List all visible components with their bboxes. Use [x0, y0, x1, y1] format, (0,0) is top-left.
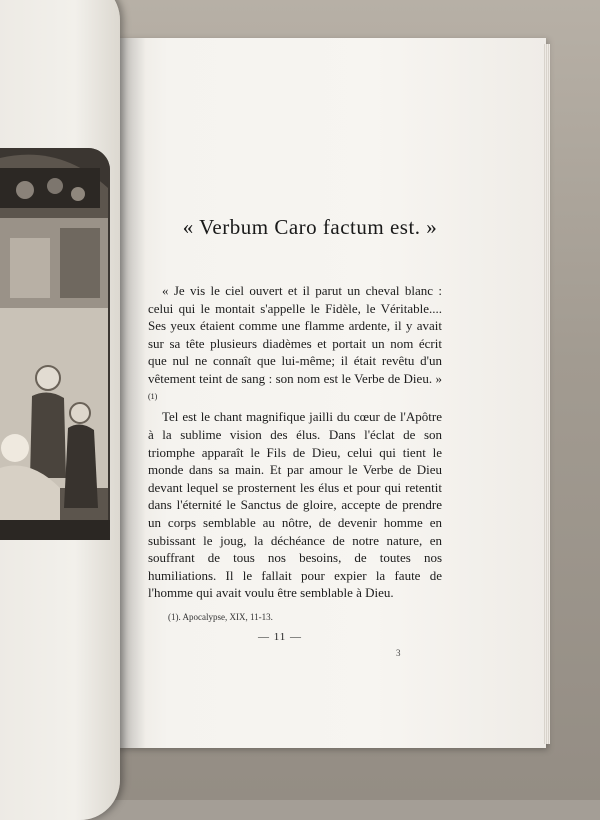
- body-text: [148, 282, 442, 602]
- nativity-plate-image: [0, 148, 110, 540]
- page-number: — 11 —: [257, 631, 303, 643]
- footnote-marker: (1): [148, 391, 158, 401]
- chapter-title: « Verbum Caro factum est. »: [182, 215, 438, 239]
- footnote: (1). Apocalypse, XIX, 11-13.: [168, 612, 273, 622]
- nativity-fresco-illustration: [0, 148, 110, 540]
- signature-mark: 3: [396, 648, 401, 658]
- commentary-paragraph: Tel est le chant magnifique jailli du cœur de l'Apôtre à la sublime vision des élus. Dans l'éclat de son triomphe apparaît le Fils de Dieu, celui qui tient le monde dans sa main. Et par amour le Verbe de Dieu devant lequel se prosternent les élus et pour qui retentit dans l'éternité le Sanctus de gloire, accepte de prendre un corps semblable au nôtre, de devenir homme en subissant le joug, la déchéance de notre nature, en souffrant de tous nos besoins, de toutes nos humiliations. Il le fallait pour expier la faute de l'homme qui avait voulu être semblable à Dieu.: [148, 409, 442, 601]
- page-edges: [544, 44, 550, 744]
- apocalypse-quote: « Je vis le ciel ouvert et il parut un cheval blanc : celui qui le montait s'appelle le Fidèle, le Véritable.... Ses yeux étaient comme une flamme ardente, il y avait sur sa tête plusieurs diadèmes et portait un nom écrit que nul ne connaît que lui-même; il était revêtu d'un vêtement teint de sang : son nom est le Verbe de Dieu. » $^{(1)}$: [148, 283, 442, 401]
